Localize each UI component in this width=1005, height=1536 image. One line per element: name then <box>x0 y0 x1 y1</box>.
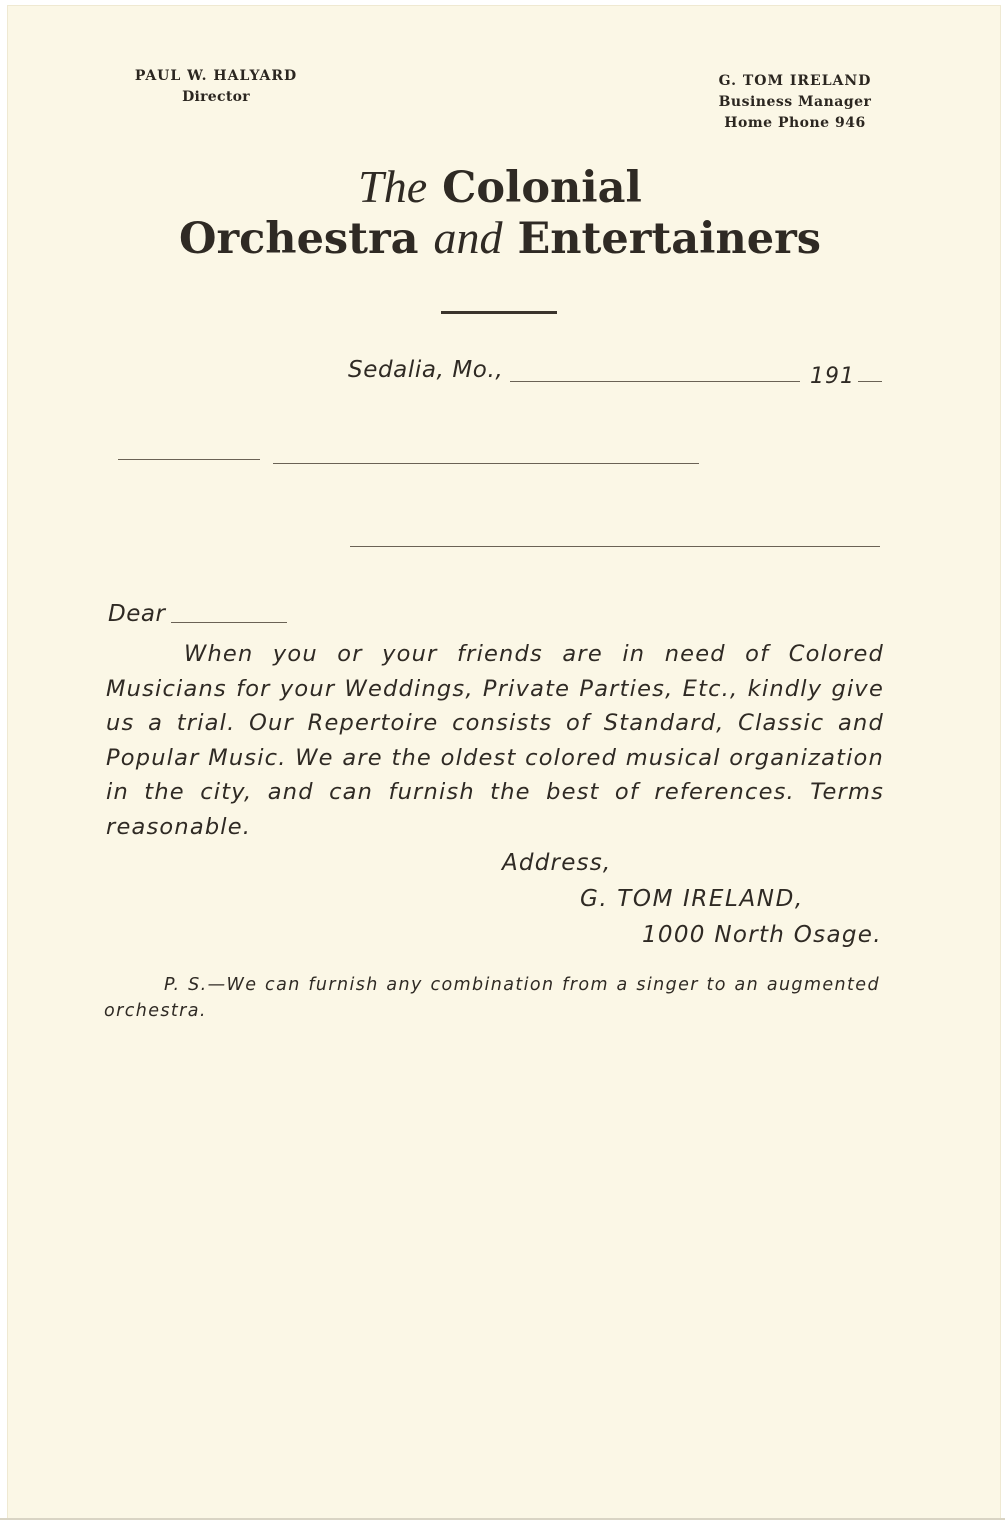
manager-block <box>700 71 890 134</box>
title-and: and <box>433 212 503 263</box>
director-title: Director <box>182 89 250 105</box>
title-orchestra: Orchestra <box>179 214 419 264</box>
recipient-name-line-a <box>118 459 260 460</box>
recipient-name-line-b <box>273 463 699 464</box>
closing-street: 1000 North Osage. <box>642 922 882 948</box>
manager-phone: Home Phone 946 <box>724 115 866 131</box>
title-the: The <box>358 161 428 212</box>
title-line-2 <box>150 213 850 264</box>
organization-title <box>150 162 850 264</box>
recipient-address-line <box>350 546 880 547</box>
date-blank-line <box>510 381 800 382</box>
salutation: Dear <box>108 601 166 627</box>
year-blank-line <box>858 381 882 382</box>
page-edge <box>0 1518 1005 1520</box>
dateline-year: 191 <box>810 364 855 389</box>
director-block <box>116 66 316 108</box>
closing-label: Address, <box>502 850 612 876</box>
director-name: PAUL W. HALYARD <box>134 68 298 84</box>
salutation-blank-line <box>171 622 287 623</box>
dateline-place: Sedalia, Mo., <box>348 357 504 383</box>
letter-body: When you or your friends are in need of Colored Musicians for your Weddings, Private Parties, Etc., kindly give us a trial. Our Repertoire consists of Standard, Classic and Popular Music. We are the oldest colored musical organization in the city, and can furnish the best of references. Terms reasonable. <box>106 641 884 840</box>
manager-name: G. TOM IRELAND <box>718 73 872 89</box>
postscript: P. S.—We can furnish any combination from a singer to an augmented orchestra. <box>104 975 880 1021</box>
title-colonial: Colonial <box>442 163 642 213</box>
manager-title: Business Manager <box>718 94 872 110</box>
title-line-1 <box>150 162 850 213</box>
closing-name: G. TOM IRELAND, <box>580 886 804 912</box>
title-entertainers: Entertainers <box>517 214 821 264</box>
title-divider <box>441 311 557 314</box>
